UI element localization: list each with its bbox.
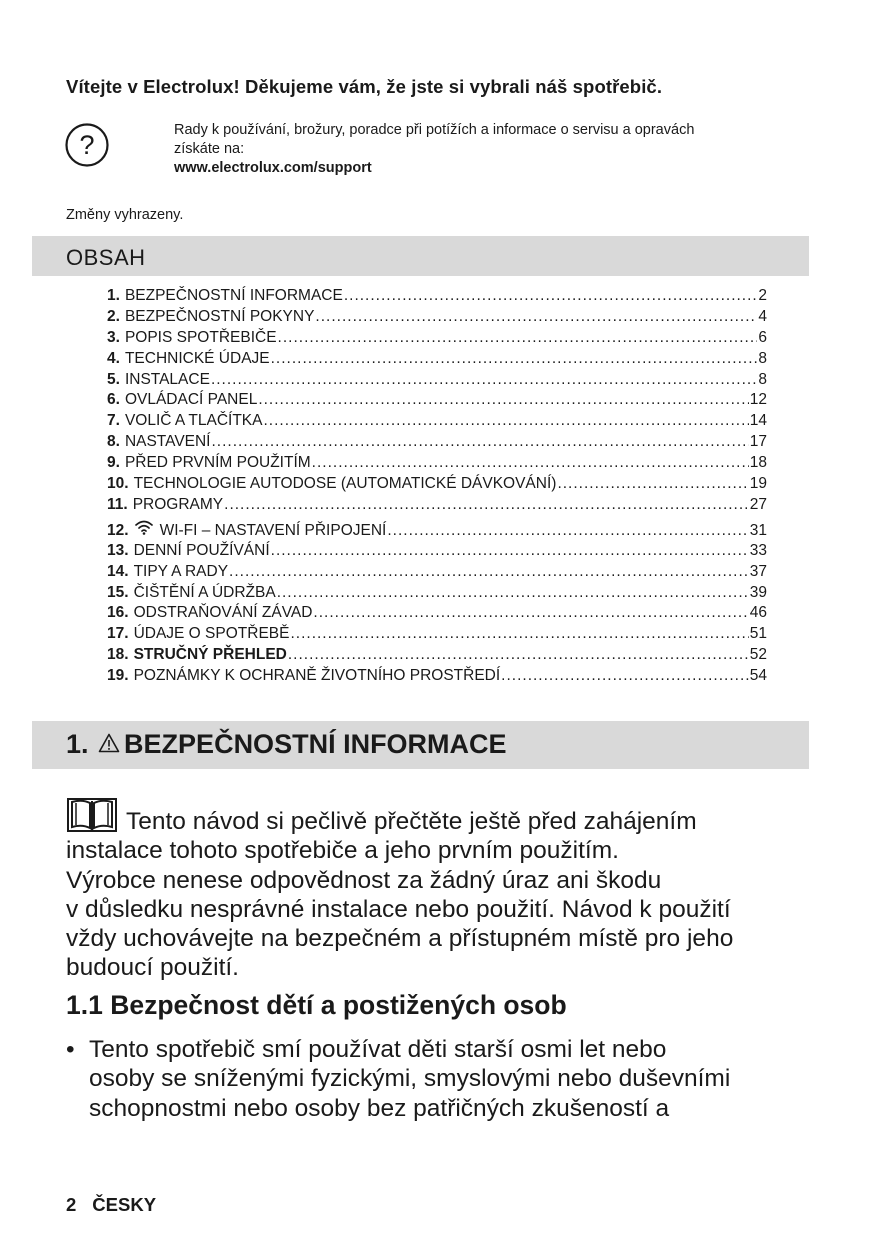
toc-leader-dots [501, 667, 749, 685]
section-title [66, 729, 507, 760]
toc-leader-dots [264, 412, 749, 430]
toc-item-label: TECHNICKÉ ÚDAJE [124, 349, 270, 367]
toc-item[interactable] [107, 371, 767, 392]
toc-leader-dots [224, 496, 749, 514]
toc-item[interactable] [107, 287, 767, 308]
toc-item-label: ODSTRAŇOVÁNÍ ZÁVAD [133, 604, 313, 622]
toc-item-label: POZNÁMKY K OCHRANĚ ŽIVOTNÍHO PROSTŘEDÍ [133, 667, 501, 685]
wifi-icon [134, 519, 154, 535]
toc-leader-dots [344, 287, 758, 305]
toc-item-page: 8 [758, 370, 767, 388]
toc-item-label: PŘED PRVNÍM POUŽITÍM [124, 454, 311, 472]
toc-item-label: INSTALACE [124, 370, 210, 388]
toc-leader-dots [229, 563, 749, 581]
toc-item[interactable] [107, 454, 767, 475]
toc-item-number: 5. [107, 370, 120, 388]
toc-item-label: BEZPEČNOSTNÍ INFORMACE [124, 287, 343, 304]
toc-item-number: 19. [107, 667, 129, 685]
question-mark-circle-icon [64, 122, 110, 168]
bullet-mark: • [66, 1036, 75, 1063]
toc-item-page: 17 [749, 433, 767, 451]
toc-item[interactable] [107, 519, 767, 542]
toc-item-label: ÚDAJE O SPOTŘEBĚ [133, 625, 290, 643]
intro-line: instalace tohoto spotřebiče a jeho prvním použitím. [66, 837, 619, 865]
bullet-item [66, 1035, 730, 1123]
toc-item-number: 17. [107, 625, 129, 643]
toc-item[interactable] [107, 646, 767, 667]
svg-text:?: ? [79, 130, 95, 160]
toc-item-page: 14 [749, 412, 767, 430]
toc-item-page: 8 [758, 349, 767, 367]
toc-item-page: 46 [749, 604, 767, 622]
toc-item-label: ČIŠTĚNÍ A ÚDRŽBA [133, 583, 276, 601]
toc-item[interactable] [107, 391, 767, 412]
toc-item-number: 11. [107, 495, 128, 513]
toc-leader-dots [312, 454, 749, 472]
toc-item-page: 39 [749, 583, 767, 601]
toc-item[interactable] [107, 496, 767, 517]
toc-item-label: OVLÁDACÍ PANEL [124, 391, 258, 409]
toc-item[interactable] [107, 584, 767, 605]
toc-item-page: 12 [749, 391, 767, 409]
bullet-line: Tento spotřebič smí používat děti starší osmi let nebo [89, 1036, 667, 1063]
toc-item-page: 37 [749, 562, 767, 580]
toc-item[interactable] [107, 625, 767, 646]
toc-leader-dots [315, 308, 757, 326]
toc-item-number: 1. [107, 287, 120, 304]
toc-item-label: DENNÍ POUŽÍVÁNÍ [133, 541, 270, 559]
toc-item[interactable] [107, 563, 767, 584]
toc-item-page: 18 [749, 454, 767, 472]
toc-leader-dots [258, 391, 748, 409]
toc-item-label: PROGRAMY [132, 495, 224, 513]
toc-item-label: TIPY A RADY [133, 562, 229, 580]
toc-item-page: 51 [749, 625, 767, 643]
toc-leader-dots [278, 329, 758, 347]
toc-item-page: 33 [749, 541, 767, 559]
toc-item-number: 8. [107, 433, 120, 451]
safety-intro-paragraph [66, 797, 816, 983]
page-footer [66, 1194, 156, 1216]
toc-item-number: 7. [107, 412, 120, 430]
toc-item-number: 3. [107, 328, 120, 346]
changes-reserved-note: Změny vyhrazeny. [66, 207, 184, 223]
bullet-line: schopnostmi nebo osoby bez patřičných zkušeností a [89, 1094, 670, 1122]
toc-item[interactable] [107, 412, 767, 433]
subsection-title: 1.1 Bezpečnost dětí a postižených osob [66, 990, 567, 1020]
toc-leader-dots [313, 604, 748, 622]
bullet-line: osoby se sníženými fyzickými, smyslovými nebo duševními [89, 1065, 731, 1093]
intro-line: budoucí použití. [66, 954, 239, 982]
toc-leader-dots [288, 646, 749, 664]
toc-item[interactable] [107, 308, 767, 329]
toc-item-number: 9. [107, 454, 120, 472]
section-number: 1. [66, 729, 89, 759]
toc-item-number: 13. [107, 541, 129, 559]
toc-item-number: 2. [107, 307, 120, 325]
intro-line: v důsledku nesprávné instalace nebo použití. Návod k použití [66, 895, 731, 923]
toc-item-label: WI-FI – NASTAVENÍ PŘIPOJENÍ [159, 521, 387, 539]
toc-item-number: 12. [107, 521, 129, 539]
toc-item-page: 2 [758, 287, 767, 304]
toc-leader-dots [387, 522, 748, 540]
toc-leader-dots [557, 475, 748, 493]
toc-item-number: 18. [107, 646, 129, 664]
toc-item[interactable] [107, 542, 767, 563]
toc-item-label: VOLIČ A TLAČÍTKA [124, 412, 263, 430]
toc-leader-dots [211, 371, 757, 389]
toc-item[interactable] [107, 350, 767, 371]
toc-item-page: 27 [749, 495, 767, 513]
toc-item-number: 15. [107, 583, 129, 601]
support-url-link[interactable]: www.electrolux.com/support [174, 160, 372, 176]
toc-item-page: 54 [749, 667, 767, 685]
toc-leader-dots [271, 542, 749, 560]
book-icon [66, 797, 118, 833]
toc-item-label: BEZPEČNOSTNÍ POKYNY [124, 307, 315, 325]
toc-leader-dots [271, 350, 758, 368]
support-text-line-1: Rady k používání, brožury, poradce při potížích a informace o servisu a opravách [174, 122, 695, 138]
intro-line: vždy uchovávejte na bezpečném a přístupném místě pro jeho [66, 925, 734, 953]
footer-language: ČESKY [92, 1194, 157, 1215]
toc-item[interactable] [107, 475, 767, 496]
toc-item-page: 52 [749, 646, 767, 664]
toc-title: OBSAH [66, 245, 146, 270]
toc-leader-dots [277, 584, 749, 602]
toc-item[interactable] [107, 667, 767, 688]
toc-item-label: STRUČNÝ PŘEHLED [133, 646, 287, 664]
toc-leader-dots [212, 433, 749, 451]
welcome-heading: Vítejte v Electrolux! Děkujeme vám, že jste si vybrali náš spotřebič. [66, 76, 663, 97]
toc-item-page: 19 [749, 475, 767, 493]
toc-item-label: TECHNOLOGIE AUTODOSE (AUTOMATICKÉ DÁVKOVÁNÍ) [133, 475, 557, 493]
page-number: 2 [66, 1194, 77, 1215]
toc-item-number: 6. [107, 391, 120, 409]
toc-leader-dots [290, 625, 748, 643]
toc-item-label: NASTAVENÍ [124, 433, 211, 451]
toc-item-number: 10. [107, 475, 129, 493]
toc-item-label: POPIS SPOTŘEBIČE [124, 328, 277, 346]
support-info [174, 121, 694, 178]
table-of-contents [107, 287, 767, 688]
toc-header-band [32, 236, 809, 276]
toc-item-number: 4. [107, 349, 120, 367]
toc-item[interactable] [107, 329, 767, 350]
support-text-line-2: získáte na: [174, 141, 245, 157]
toc-item-page: 6 [758, 328, 767, 346]
intro-line: Výrobce nenese odpovědnost za žádný úraz ani škodu [66, 866, 662, 894]
toc-item[interactable] [107, 604, 767, 625]
toc-item-page: 31 [749, 521, 767, 539]
intro-line: Tento návod si pečlivě přečtěte ještě před zahájením [66, 797, 816, 836]
toc-item-page: 4 [758, 307, 767, 325]
toc-item[interactable] [107, 433, 767, 454]
warning-triangle-icon [98, 733, 120, 753]
toc-item-number: 14. [107, 562, 129, 580]
section-title-text: BEZPEČNOSTNÍ INFORMACE [124, 729, 507, 759]
toc-item-number: 16. [107, 604, 129, 622]
